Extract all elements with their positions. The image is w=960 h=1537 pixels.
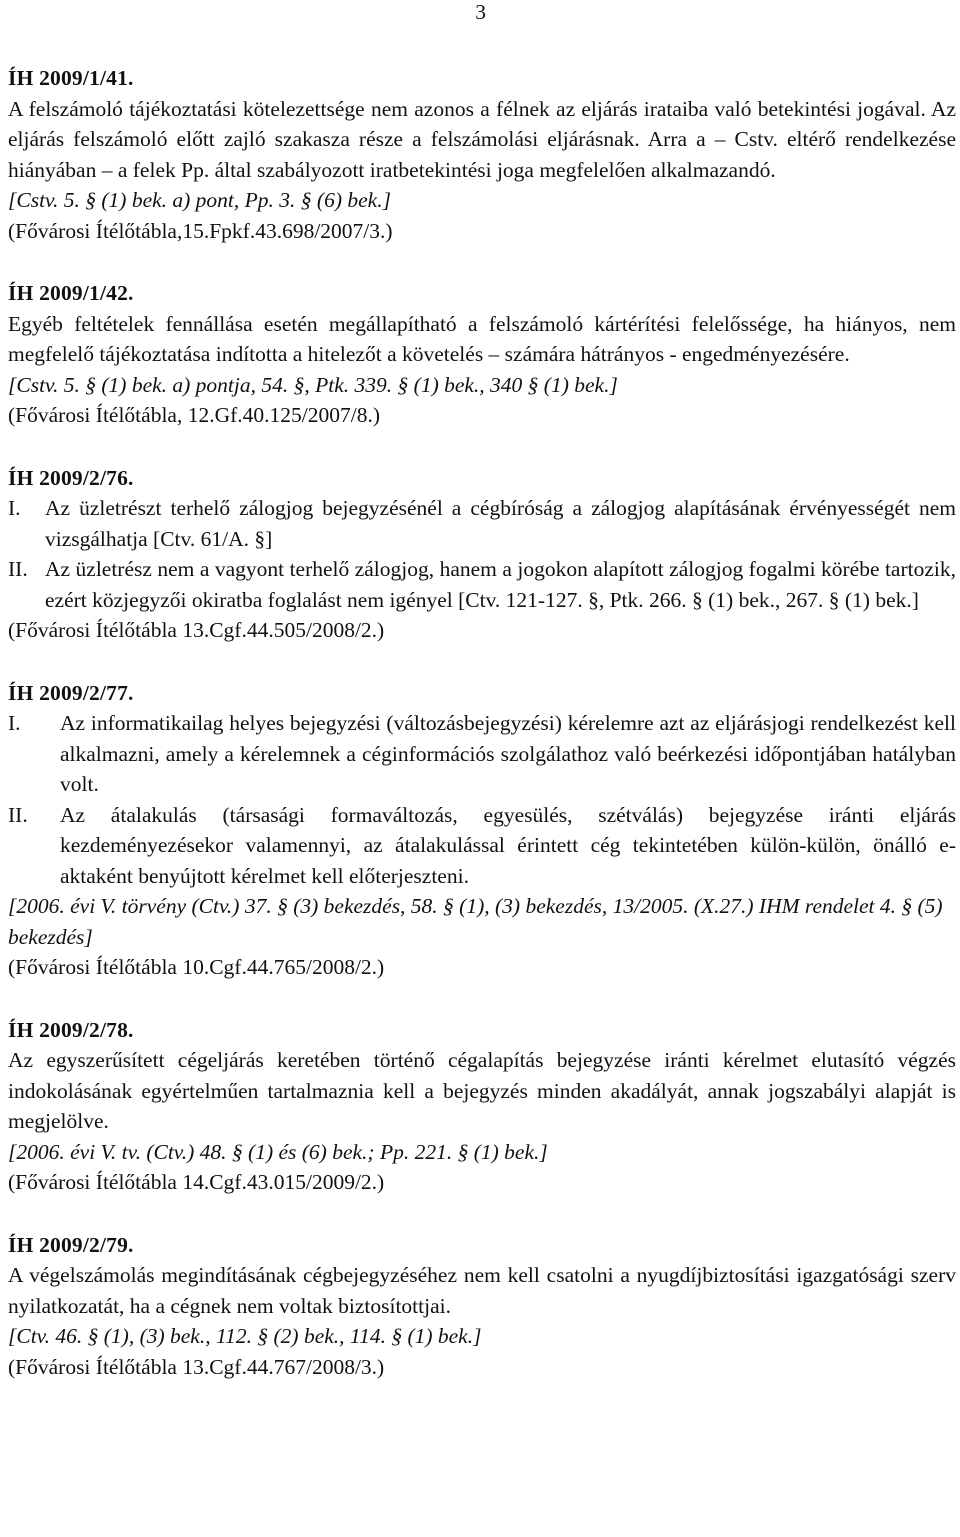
court-reference: (Fővárosi Ítélőtábla 13.Cgf.44.767/2008/3.) bbox=[8, 1354, 385, 1379]
law-reference: [Cstv. 5. § (1) bek. a) pontja, 54. §, Ptk. 339. § (1) bek., 340 § (1) bek.] bbox=[8, 372, 618, 397]
item-number: II. bbox=[8, 557, 28, 581]
entry-ih-2009-2-77 bbox=[8, 678, 956, 983]
court-reference: (Fővárosi Ítélőtábla 14.Cgf.43.015/2009/2.) bbox=[8, 1170, 385, 1194]
entry-ih-2009-2-79 bbox=[8, 1230, 956, 1383]
court-reference: (Fővárosi Ítélőtábla 10.Cgf.44.765/2008/2.) bbox=[8, 955, 385, 979]
court-reference: (Fővárosi Ítélőtábla,15.Fpkf.43.698/2007/3.) bbox=[8, 218, 393, 243]
court-reference: (Fővárosi Ítélőtábla 13.Cgf.44.505/2008/2.) bbox=[8, 618, 385, 642]
item-number: I. bbox=[8, 496, 21, 520]
numbered-item bbox=[8, 708, 956, 800]
item-text: Az üzletrészt terhelő zálogjog bejegyzésénél a cégbíróság a zálogjog alapításának érvényességét nem vizsgálhatja [Ctv. 61/A. §] bbox=[45, 496, 956, 551]
law-reference: [2006. évi V. törvény (Ctv.) 37. § (3) bekezdés, 58. § (1), (3) bekezdés, 13/2005. (X.27.) IHM rendelet 4. § (5) bekezdés] bbox=[8, 894, 943, 949]
item-number: I. bbox=[8, 711, 21, 735]
law-reference: [Cstv. 5. § (1) bek. a) pont, Pp. 3. § (6) bek.] bbox=[8, 188, 391, 212]
numbered-item bbox=[8, 493, 956, 554]
entry-title: ÍH 2009/1/42. bbox=[8, 281, 134, 305]
entry-ih-2009-2-78 bbox=[8, 1015, 956, 1198]
entry-title: ÍH 2009/2/76. bbox=[8, 465, 134, 490]
numbered-item bbox=[8, 554, 956, 615]
entry-ih-2009-2-76 bbox=[8, 463, 956, 646]
entry-text: A végelszámolás megindításának cégbejegyzéséhez nem kell csatolni a nyugdíjbiztosítási igazgatósági szerv nyilatkozatát, ha a cégnek nem voltak biztosítottjai. bbox=[8, 1263, 956, 1318]
entry-ih-2009-1-41 bbox=[8, 63, 956, 246]
item-text: Az informatikailag helyes bejegyzési (változásbejegyzési) kérelemre azt az eljárásjogi rendelkezést kell alkalmazni, amely a kérelemnek a céginformációs szolgálathoz való beérkezési időpontjában hatályban volt. bbox=[60, 711, 956, 796]
entry-text: A felszámoló tájékoztatási kötelezettsége nem azonos a félnek az eljárás irataiba való betekintési jogával. Az eljárás felszámoló előtt zajló szakasza része a felszámolási eljárásnak. Arra a – Cstv. eltérő rendelkezése hiányában – a felek Pp. által szabályozott iratbetekintési joga megfelelően alkalmazandó. bbox=[8, 96, 956, 182]
item-number: II. bbox=[8, 802, 28, 827]
page-number: 3 bbox=[475, 0, 486, 24]
item-text: Az átalakulás (társasági formaváltozás, egyesülés, szétválás) bejegyzése iránti eljárás kezdeményezésekor valamennyi, az átalakulással érintett cég tekintetében külön-külön, önálló e-aktaként benyújtott kérelmet kell előterjeszteni. bbox=[60, 802, 956, 888]
court-reference: (Fővárosi Ítélőtábla, 12.Gf.40.125/2007/8.) bbox=[8, 403, 381, 427]
entry-text: Az egyszerűsített cégeljárás keretében történő cégalapítás bejegyzése iránti kérelmet elutasító végzés indokolásának egyértelműen tartalmaznia kell a bejegyzés minden akadályát, annak jogszabályi alapját is megjelölve. bbox=[8, 1048, 956, 1133]
law-reference: [2006. évi V. tv. (Ctv.) 48. § (1) és (6) bek.; Pp. 221. § (1) bek.] bbox=[8, 1139, 548, 1164]
entry-title: ÍH 2009/1/41. bbox=[8, 66, 134, 90]
law-reference: [Ctv. 46. § (1), (3) bek., 112. § (2) bek., 114. § (1) bek.] bbox=[8, 1324, 482, 1348]
entry-ih-2009-1-42 bbox=[8, 278, 956, 431]
entry-title: ÍH 2009/2/78. bbox=[8, 1017, 134, 1042]
entry-title: ÍH 2009/2/77. bbox=[8, 680, 134, 705]
entries-list bbox=[8, 63, 956, 1414]
entry-text: Egyéb feltételek fennállása esetén megállapítható a felszámoló kártérítési felelőssége, ha hiányos, nem megfelelő tájékoztatása indította a hitelezőt a követelés – számára hátrányos - engedményezésére. bbox=[8, 311, 956, 366]
numbered-item bbox=[8, 800, 956, 892]
item-text: Az üzletrész nem a vagyont terhelő zálogjog, hanem a jogokon alapított zálogjog fogalmi körébe tartozik, ezért közjegyzői okiratba foglalást nem igényel [Ctv. 121-127. §, Ptk. 266. § (1) bek., 267. § (1) bek.] bbox=[45, 557, 956, 612]
entry-title: ÍH 2009/2/79. bbox=[8, 1232, 134, 1257]
